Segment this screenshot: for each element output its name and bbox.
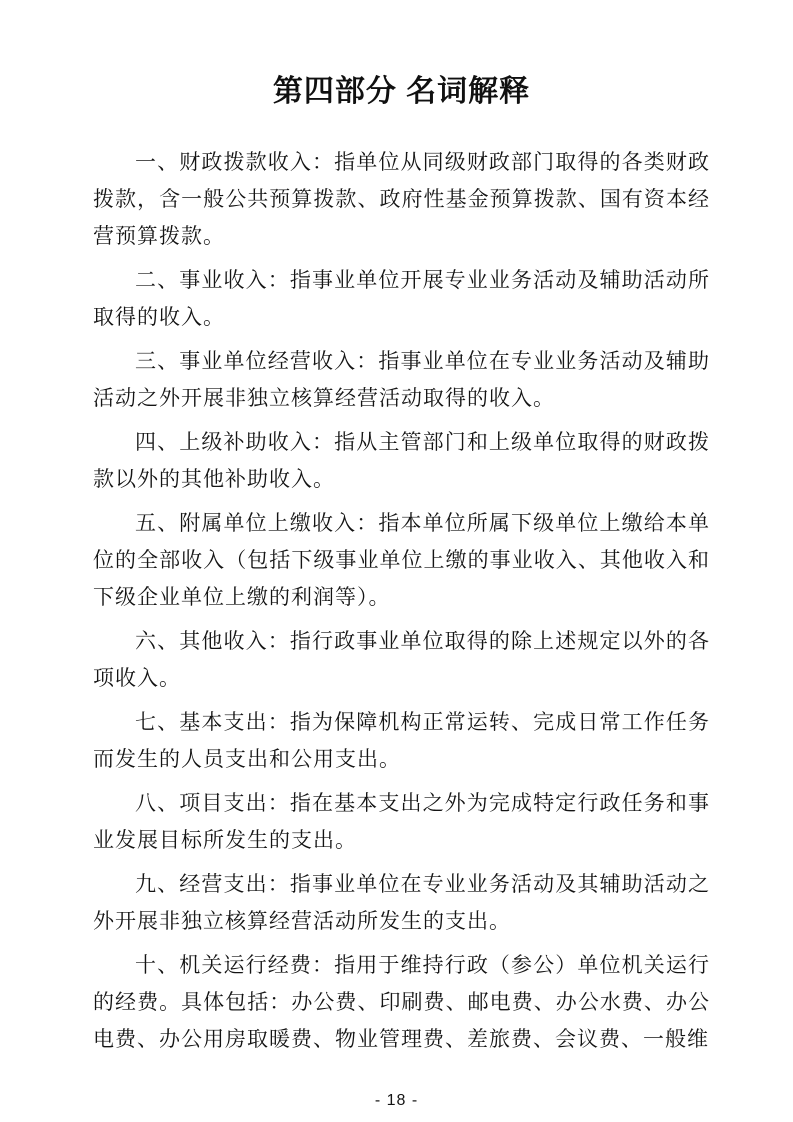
term-label: 一、财政拨款收入： [135, 150, 335, 174]
term-definition: 指在基本支出之外为完成特定行政任务和事业发展目标所发生的支出。 [93, 791, 711, 852]
term-label: 三、事业单位经营收入： [135, 349, 379, 373]
definition-paragraph [93, 623, 710, 697]
term-label: 二、事业收入： [135, 268, 290, 292]
term-definition: 指从主管部门和上级单位取得的财政拨款以外的其他补助收入。 [93, 430, 711, 491]
term-definition: 指本单位所属下级单位上缴给本单位的全部收入（包括下级事业单位上缴的事业收入、其他收入和下级企业单位上缴的利润等）。 [93, 511, 711, 609]
term-definition: 指为保障机构正常运转、完成日常工作任务而发生的人员支出和公用支出。 [93, 710, 711, 771]
term-label: 十、机关运行经费： [135, 953, 335, 977]
section-title: 第四部分 名词解释 [272, 75, 531, 108]
definition-paragraph [93, 785, 710, 859]
definition-paragraph [93, 866, 710, 940]
definition-paragraph [93, 424, 710, 498]
term-definition: 指事业单位在专业业务活动及其辅助活动之外开展非独立核算经营活动所发生的支出。 [93, 872, 711, 933]
term-label: 九、经营支出： [135, 872, 290, 896]
term-definition: 指行政事业单位取得的除上述规定以外的各项收入。 [93, 629, 711, 690]
definition-paragraph [93, 505, 710, 616]
term-label: 六、其他收入： [135, 629, 290, 653]
term-label: 七、基本支出： [135, 710, 290, 734]
term-label: 八、项目支出： [135, 791, 290, 815]
term-definition: 指事业单位在专业业务活动及辅助活动之外开展非独立核算经营活动取得的收入。 [93, 349, 711, 410]
document-content [0, 74, 793, 1058]
definition-paragraph [93, 262, 710, 336]
term-label: 四、上级补助收入： [135, 430, 335, 454]
page-number: - 18 - [374, 1092, 419, 1109]
definition-paragraph [93, 947, 710, 1058]
term-definition: 指事业单位开展专业业务活动及辅助活动所取得的收入。 [93, 268, 711, 329]
definition-paragraph [93, 343, 710, 417]
term-definition: 指用于维持行政（参公）单位机关运行的经费。具体包括：办公费、印刷费、邮电费、办公水费、办公电费、办公用房取暖费、物业管理费、差旅费、会议费、一般维 [93, 953, 711, 1051]
term-label: 五、附属单位上缴收入： [135, 511, 379, 535]
term-definition: 指单位从同级财政部门取得的各类财政拨款，含一般公共预算拨款、政府性基金预算拨款、国有资本经营预算拨款。 [93, 150, 711, 248]
definition-paragraph [93, 144, 710, 255]
definition-paragraph [93, 704, 710, 778]
definitions-body [93, 144, 710, 1058]
